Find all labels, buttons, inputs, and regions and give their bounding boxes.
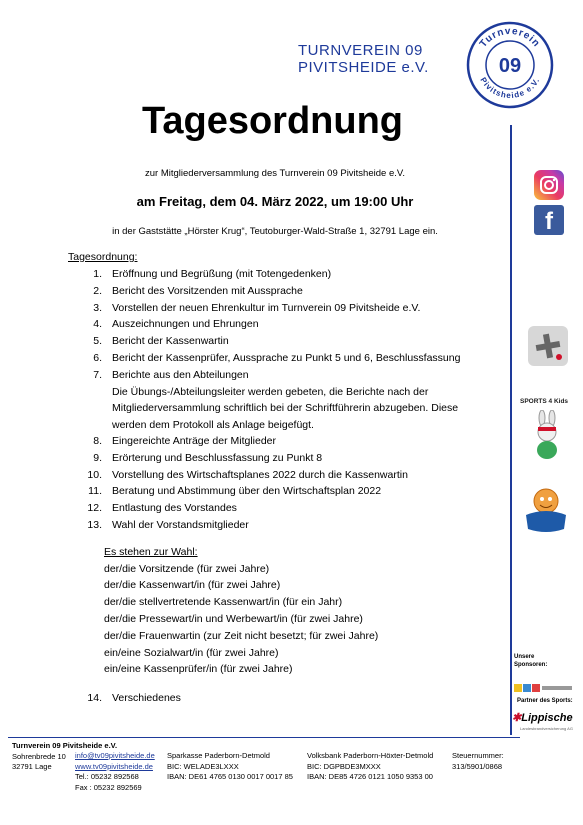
election-item: der/die Vorsitzende (für zwei Jahre) [104,562,270,575]
bank1-name: Sparkasse Paderborn-Detmold [167,751,270,760]
agenda-item: 13. Wahl der Vorstandsmitglieder [87,519,249,532]
footer-bank2 [307,751,433,783]
instagram-icon[interactable] [534,170,564,200]
lippische-icon: ✱ [512,712,522,724]
sponsors-label: Unsere Sponsoren: [514,654,548,668]
agenda-item: 6. Bericht der Kassenprüfer, Aussprache zu Punkt 5 und 6, Beschlussfassung [93,351,461,364]
bank2-bic: BIC: DGPBDE3MXXX [307,761,381,771]
tax-number: 313/5901/0868 [452,761,503,771]
bank1-bic: BIC: WELADE3LXXX [167,761,239,771]
lippische-text: Lippische [521,712,573,724]
agenda-heading: Tagesordnung: [68,251,138,263]
side-divider [510,125,512,735]
agenda-item: 2. Bericht des Vorsitzenden mit Aussprache [93,284,303,297]
phone: Tel.: 05232 892568 [75,772,139,781]
rabbit-mascot-icon [527,410,567,460]
election-item: der/die Pressewart/in und Werbewart/in (für zwei Jahre) [104,613,363,626]
footer-club: Turnverein 09 Pivitsheide e.V. [12,741,118,750]
agenda-item: 5. Bericht der Kassenwartin [93,335,229,348]
mascot-badge-icon [522,483,570,533]
bank2-iban: IBAN: DE85 4726 0121 1050 9353 00 [307,772,433,781]
page-title: Tagesordnung [141,100,404,142]
footer-bank1 [167,751,293,783]
election-heading: Es stehen zur Wahl: [104,545,198,558]
tax-label: Steuernummer: [452,751,504,760]
agenda-item: 1. Eröffnung und Begrüßung (mit Totengedenken) [93,268,332,280]
election-item: ein/eine Sozialwart/in (für zwei Jahre) [104,646,279,659]
agenda-item: 9. Erörterung und Beschlussfassung zu Punkt 8 [93,451,323,464]
agenda-list [68,266,508,707]
election-item: der/die Kassenwart/in (für zwei Jahre) [104,579,281,592]
location-line: in der Gaststätte „Hörster Krug“, Teutoburger-Wald-Straße 1, 32791 Lage ein. [112,226,438,237]
logo-bottom-text: Pivitsheide e.V. [478,75,542,101]
logo-top-text: Turnverein [477,25,543,50]
agenda-item: 12. Entlastung des Vorstandes [87,502,237,515]
agenda-item: 4. Auszeichnungen und Ehrungen [93,318,259,331]
footer-city: 32791 Lage [12,762,52,771]
footer-street: Sohrenbrede 10 [12,751,66,761]
date-line: am Freitag, dem 04. März 2022, um 19:00 Uhr [136,194,414,209]
club-logo [465,20,555,110]
sponsor-logos [514,683,572,695]
election-item: ein/eine Kassenprüfer/in (für zwei Jahre) [104,663,293,676]
plus-app-icon[interactable] [528,326,568,366]
agenda-item: 3. Vorstellen der neuen Ehrenkultur im Turnverein 09 Pivitsheide e.V. [93,301,421,314]
bank2-name: Volksbank Paderborn-Höxter-Detmold [307,751,434,760]
agenda-item: 14. Verschiedenes [87,692,181,705]
club-name [298,42,429,76]
lippische-subtitle: Landesbrandversicherung AG [520,726,573,731]
agenda-item: 7. Berichte aus den Abteilungen [93,368,249,381]
subtitle: zur Mitgliederversammlung des Turnverein 09 Pivitsheide e.V. [145,168,405,179]
club-name-line2: PIVITSHEIDE e.V. [298,59,429,76]
email-link[interactable]: info@tv09pivitsheide.de [75,751,155,760]
bank1-iban: IBAN: DE61 4765 0130 0017 0017 85 [167,772,293,781]
election-item: der/die Frauenwartin (zur Zeit nicht besetzt; für zwei Jahre) [104,629,379,642]
sports4kids-logo: SPORTS 4 Kids [520,398,569,405]
election-item: der/die stellvertretende Kassenwart/in (für ein Jahr) [104,596,343,609]
footer-divider [8,737,520,738]
footer-tax [452,751,504,772]
agenda-item: 10. Vorstellung des Wirtschaftsplanes 2022 durch die Kassenwartin [87,468,408,481]
partner-label: Partner des Sports: [517,698,573,704]
footer-contact [75,751,155,793]
lippische-logo [512,711,573,724]
logo-center: 09 [498,55,522,77]
club-name-line1: TURNVEREIN 09 [298,42,423,59]
facebook-icon[interactable]: f [534,205,564,235]
agenda-item: 8. Eingereichte Anträge der Mitglieder [93,435,277,448]
item7-detail: Die Übungs-/Abteilungsleiter werden gebeten, die Berichte nach der Mitgliederversammlung schriftlich bei der Schriftführerin abzugeben. Diese werden dem Protokoll als Anlage beigefügt. [112,385,459,431]
fax: Fax : 05232 892569 [75,782,142,792]
website-link[interactable]: www.tv09pivitsheide.de [75,761,153,771]
agenda-item: 11. Beratung und Abstimmung über den Wirtschaftsplan 2022 [88,485,382,498]
